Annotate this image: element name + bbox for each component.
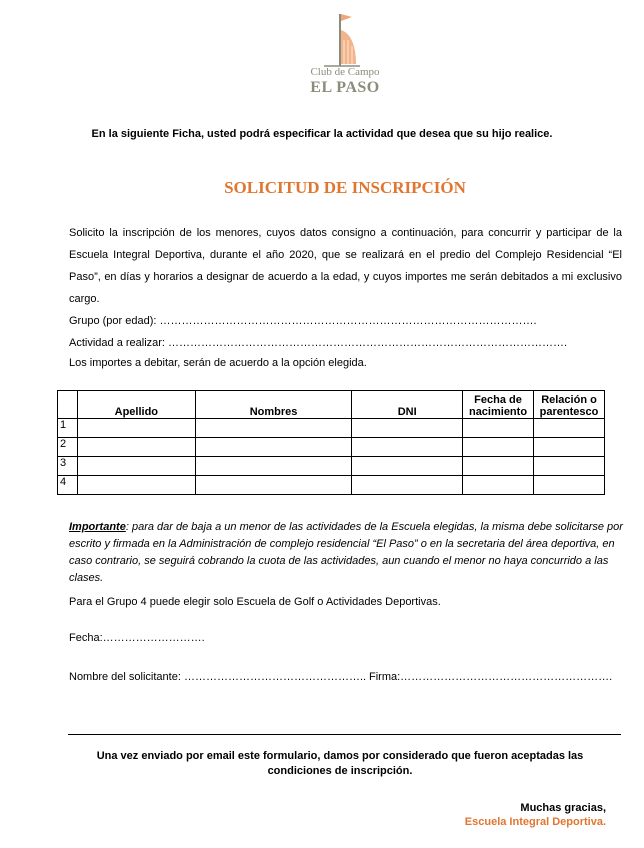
apellido-cell[interactable] bbox=[77, 476, 195, 495]
solicitante-field[interactable]: Nombre del solicitante: ………………………………………….. bbox=[69, 671, 367, 683]
relacion-cell[interactable] bbox=[534, 457, 605, 476]
table-header-row bbox=[58, 391, 605, 419]
header-dni: DNI bbox=[352, 391, 463, 419]
grupo4-note: Para el Grupo 4 puede elegir solo Escuela de Golf o Actividades Deportivas. bbox=[69, 596, 441, 608]
table-row bbox=[58, 457, 605, 476]
dni-cell[interactable] bbox=[352, 476, 463, 495]
table-row bbox=[58, 476, 605, 495]
request-paragraph bbox=[69, 222, 622, 354]
minors-table bbox=[57, 390, 605, 495]
apellido-cell[interactable] bbox=[77, 438, 195, 457]
logo-text-club: Club de Campo bbox=[310, 66, 380, 78]
row-number: 2 bbox=[58, 438, 78, 457]
nombres-cell[interactable] bbox=[195, 457, 352, 476]
row-number: 4 bbox=[58, 476, 78, 495]
table-row bbox=[58, 438, 605, 457]
nombres-cell[interactable] bbox=[195, 438, 352, 457]
apellido-cell[interactable] bbox=[77, 457, 195, 476]
intro-text: En la siguiente Ficha, usted podrá especificar la actividad que desea que su hijo realice. bbox=[91, 128, 553, 140]
important-label: Importante bbox=[69, 521, 126, 533]
importes-text: Los importes a debitar, serán de acuerdo a la opción elegida. bbox=[69, 357, 367, 369]
firma-field[interactable]: Firma:…………………………………………………. bbox=[369, 671, 613, 683]
logo-flag bbox=[341, 14, 352, 21]
divider bbox=[68, 734, 621, 735]
header-fecha-nacimiento: Fecha de nacimiento bbox=[463, 391, 534, 419]
relacion-cell[interactable] bbox=[534, 438, 605, 457]
nombres-cell[interactable] bbox=[195, 419, 352, 438]
logo-text-name: EL PASO bbox=[310, 79, 380, 96]
header-nombres: Nombres bbox=[195, 391, 352, 419]
fecha-cell[interactable] bbox=[463, 438, 534, 457]
fecha-cell[interactable] bbox=[463, 476, 534, 495]
fecha-cell[interactable] bbox=[463, 457, 534, 476]
signature-block bbox=[380, 801, 606, 829]
important-text: : para dar de baja a un menor de las actividades de la Escuela elegidas, la misma debe solicitarse por escrito y firmada en la Administración de complejo residencial “El Paso” o en la secretaria del área deportiva, en caso contrario, se seguirá cobrando la cuota de las actividades, aun cuando el menor no haya concurrido a las clases. bbox=[69, 521, 623, 584]
apellido-cell[interactable] bbox=[77, 419, 195, 438]
request-text: Solicito la inscripción de los menores, cuyos datos consigno a continuación, para concurrir y participar de la Escuela Integral Deportiva, durante el año 2020, que se realizará en el predio del Complejo Residencial “El Paso”, en días y horarios a designar de acuerdo a la edad, y cuyos importes me serán debitados a mi exclusivo cargo. bbox=[69, 227, 622, 305]
row-number: 3 bbox=[58, 457, 78, 476]
grupo-field[interactable]: Grupo (por edad): …………………………………………………………………………………………. bbox=[69, 315, 537, 327]
relacion-cell[interactable] bbox=[534, 476, 605, 495]
fecha-cell[interactable] bbox=[463, 419, 534, 438]
org-name: Escuela Integral Deportiva. bbox=[464, 816, 606, 828]
header-apellido: Apellido bbox=[77, 391, 195, 419]
table-row bbox=[58, 419, 605, 438]
thanks-text: Muchas gracias, bbox=[520, 802, 606, 814]
dni-cell[interactable] bbox=[352, 419, 463, 438]
row-number: 1 bbox=[58, 419, 78, 438]
relacion-cell[interactable] bbox=[534, 419, 605, 438]
important-note bbox=[69, 519, 627, 587]
page-title: SOLICITUD DE INSCRIPCIÓN bbox=[224, 178, 466, 197]
header-relacion: Relación o parentesco bbox=[534, 391, 605, 419]
dni-cell[interactable] bbox=[352, 438, 463, 457]
nombres-cell[interactable] bbox=[195, 476, 352, 495]
dni-cell[interactable] bbox=[352, 457, 463, 476]
header-index bbox=[58, 391, 78, 419]
closing-text: Una vez enviado por email este formulario, damos por considerado que fueron aceptadas las condiciones de inscripción. bbox=[96, 750, 584, 777]
fecha-field[interactable]: Fecha:………………………. bbox=[69, 632, 205, 644]
actividad-field[interactable]: Actividad a realizar: ………………………………………………………………………………………………. bbox=[69, 337, 568, 349]
